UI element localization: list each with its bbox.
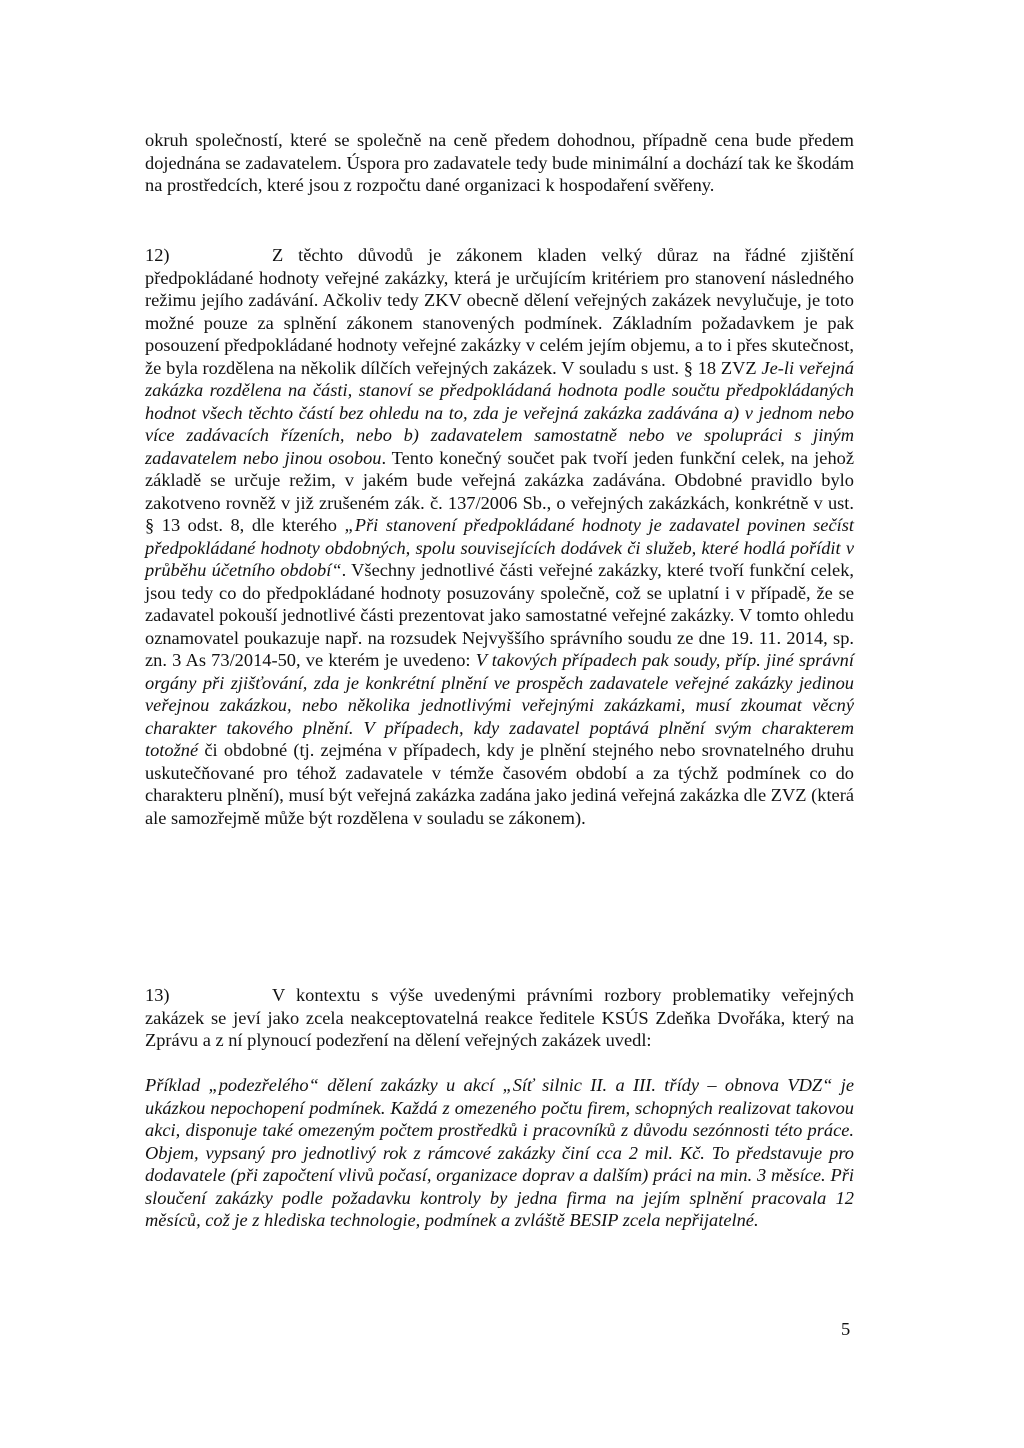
paragraph-13: [145, 984, 854, 1052]
page-number: 5: [841, 1319, 851, 1339]
paragraph-12-text-3: . Všechny jednotlivé části veřejné zakázky, které tvoří funkční celek, jsou tedy co do předpokládané hodnoty posuzovány společně, což se uplatní i v případě, že se zadavatel pokouší jednotlivé části prezentovat jako samostatné veřejné zakázky. V tomto ohledu oznamovatel poukazuje např. na rozsudek Nejvyššího správního soudu ze dne 19. 11. 2014, sp. zn. 3 As 73/2014-50, ve kterém je uvedeno:: [145, 560, 854, 670]
paragraph-12-number: 12): [145, 245, 170, 265]
paragraph-12: [145, 244, 854, 829]
paragraph-11-end: okruh společností, které se společně na ceně předem dohodnou, případně cena bude předem dojednána se zadavatelem. Úspora pro zadavatele tedy bude minimální a dochází tak ke škodám na prostředcích, které jsou z rozpočtu dané organizaci k hospodaření svěřeny.: [145, 130, 854, 195]
paragraph-13-text: V kontextu s výše uvedenými právními rozbory problematiky veřejných zakázek se jeví jako zcela neakceptovatelná reakce ředitele KSÚS Zdeňka Dvořáka, který na Zprávu a z ní plynoucí podezření na dělení veřejných zakázek uvedl:: [145, 985, 854, 1050]
paragraph-12-text-4: či obdobné (tj. zejména v případech, kdy je plnění stejného nebo srovnatelného druhu uskutečňované pro téhož zadavatele v témže časovém období a za týchž podmínek co do charakteru plnění), musí být veřejná zakázka zadána jako jediná veřejná zakázka dle ZVZ (která ale samozřejmě může být rozdělena v souladu se zákonem).: [145, 740, 854, 828]
paragraph-12-text-2: . Tento konečný součet pak tvoří jeden funkční celek, na jehož základě se určuje režim, v jakém bude veřejná zakázka zadávána. Obdobné pravidlo bylo zakotveno rovněž v již zrušeném zák. č. 137/2006 Sb., o veřejných zakázkách, konkrétně v ust. § 13 odst. 8, dle kterého: [145, 447, 854, 535]
paragraph-13-number: 13): [145, 985, 170, 1005]
paragraph-12-text-1: Z těchto důvodů je zákonem kladen velký důraz na řádné zjištění předpokládané hodnoty veřejné zakázky, která je určujícím kritériem pro stanovení následného režimu jejího zadávání. Ačkoliv tedy ZKV obecně dělení veřejných zakázek nevylučuje, je toto možné pouze za splnění zákonem stanovených podmínek. Základním požadavkem je pak posouzení předpokládané hodnoty veřejné zakázky v celém jejím objemu, a to i přes skutečnost, že byla rozdělena na několik dílčích veřejných zakázek. V souladu s ust. § 18 ZVZ: [145, 245, 854, 378]
paragraph-12-quote-old-act: „Při stanovení předpokládané hodnoty je zadavatel povinen sečíst předpokládané hodnoty obdobných, spolu souvisejících dodávek či služeb, které hodlá pořídit v průběhu účetního období“: [145, 515, 854, 580]
paragraph-12-quote-court: V takových případech pak soudy, příp. jiné správní orgány při zjišťování, zda je konkrétní plnění ve prospěch zadavatele veřejné zakázky jedinou veřejnou zakázkou, nebo několika jednotlivými veřejnými zakázkami, musí zkoumat věcný charakter takového plnění. V případech, kdy zadavatel poptává plnění svým charakterem totožné: [145, 650, 854, 760]
paragraph-12-quote-zvz: Je-li veřejná zakázka rozdělena na části, stanoví se předpokládaná hodnota podle součtu předpokládaných hodnot všech těchto částí bez ohledu na to, zda je veřejná zakázka zadávána a) v jednom nebo více zadávacích řízeních, nebo b) zadavatelem samostatně nebo ve spolupráci s jiným zadavatelem nebo jinou osobou: [145, 357, 854, 468]
paragraph-13-quote: Příklad „podezřelého“ dělení zakázky u akcí „Síť silnic II. a III. třídy – obnova VDZ“ je ukázkou nepochopení podmínek. Každá z omezeného počtu firem, schopných realizovat takovou akci, disponuje také omezeným počtem prostředků i pracovníků z důvodu sezónnosti této práce. Objem, vypsaný pro jednotlivý rok z rámcové zakázky činí cca 2 mil. Kč. To představuje pro dodavatele (při započtení vlivů počasí, organizace doprav a dalším) práci na min. 3 měsíce. Při sloučení zakázky podle požadavku kontroly by jedna firma na jejím splnění pracovala 12 měsíců, což je z hlediska technologie, podmínek a zvláště BESIP zcela nepřijatelné.: [145, 1075, 854, 1230]
